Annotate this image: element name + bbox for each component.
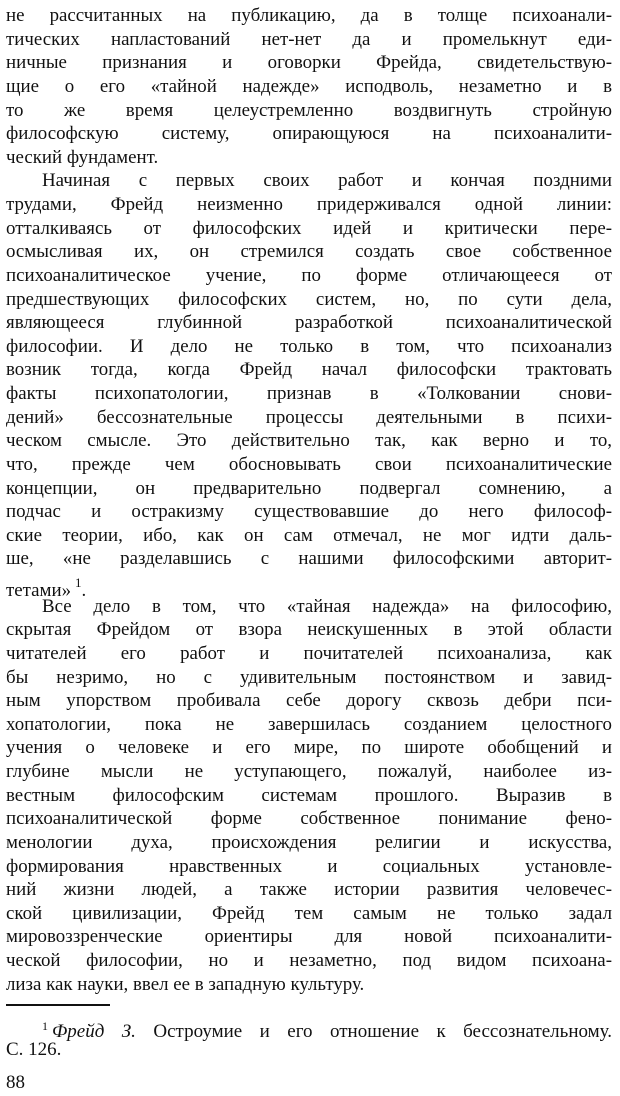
text-line: трудами, Фрейд неизменно придерживался одной линии: [6, 194, 612, 216]
text-line: Все дело в том, что «тайная надежда» на философию, [42, 595, 612, 617]
text-line: формирования нравственных и социальных установле- [6, 855, 612, 877]
footnote-author: Фрейд З. [52, 1021, 136, 1042]
text-line: психоаналитической форме собственное понимание фено- [6, 808, 612, 830]
footnote-text: Остроумие и его отношение к бессознательному. [153, 1021, 613, 1042]
text-line: возник тогда, когда Фрейд начал философски трактовать [6, 359, 612, 381]
footnote-number: 1 [42, 1019, 48, 1033]
text-line: тических напластований нет-нет да и промелькнут еди- [6, 28, 612, 50]
text-line: мировоззренческие ориентиры для новой психоаналити- [6, 926, 612, 948]
text-line: ские теории, ибо, как он сам отмечал, не мог идти даль- [6, 524, 612, 546]
text-line: дений» бессознательные процессы деятельными в психи- [6, 406, 612, 428]
text-line: скрытая Фрейдом от взора неискушенных в этой области [6, 619, 612, 641]
page-number: 88 [6, 1072, 25, 1093]
text-line: ческой философии, но и незаметно, под видом психоана- [6, 950, 612, 972]
text-line: ний жизни людей, а также истории развития человечес- [6, 879, 612, 901]
footnote-line [42, 1014, 613, 1042]
text-line: являющееся глубинной разработкой психоаналитической [6, 312, 612, 334]
text-line: факты психопатологии, признав в «Толковании снови- [6, 383, 612, 405]
text-line: лиза как науки, ввел ее в западную культуру. [6, 973, 365, 995]
text-line: хопатологии, пока не завершилась созданием целостного [6, 713, 612, 735]
text-line-content: тетами» [6, 580, 72, 602]
footnote-divider [6, 1004, 110, 1006]
text-line: осмысливая их, он стремился создать свое собственное [6, 241, 612, 263]
text-line: тетами» $^1$. [6, 575, 87, 602]
text-line: ской цивилизации, Фрейд тем самым не только задал [6, 902, 612, 924]
text-line: щие о его «тайной надежде» исподволь, незаметно и в [6, 75, 612, 97]
text-line: Начиная с первых своих работ и кончая поздними [42, 170, 612, 192]
text-line: философии. И дело не только в том, что психоанализ [6, 335, 612, 357]
text-line: психоаналитическое учение, по форме отличающееся от [6, 264, 612, 286]
text-line: ческом смысле. Это действительно так, как верно и то, [6, 430, 612, 452]
text-line: ше, «не разделавшись с нашими философскими авторит- [6, 548, 612, 570]
text-line: бы незримо, но с удивительным постоянством и завид- [6, 666, 612, 688]
footnote-line: С. 126. [6, 1039, 62, 1060]
text-line: ничные признания и оговорки Фрейда, свидетельствую- [6, 52, 612, 74]
text-line: не рассчитанных на публикацию, да в толще психоанали- [6, 5, 612, 26]
text-line: подчас и остракизму существовавшие до него философ- [6, 501, 612, 523]
text-line: отталкиваясь от философских идей и критически пере- [6, 217, 612, 239]
text-line: философскую систему, опирающуюся на психоаналити- [6, 123, 612, 145]
text-line: менологии духа, происхождения религии и искусства, [6, 831, 612, 853]
text-line: вестным философским системам прошлого. Выразив в [6, 784, 612, 806]
text-line: учения о человеке и его мире, по широте обобщений и [6, 737, 612, 759]
text-line: то же время целеустремленно воздвигнуть стройную [6, 99, 612, 121]
text-line: ным упорством пробивала себе дорогу сквозь дебри пси- [6, 690, 612, 712]
text-line: читателей его работ и почитателей психоанализа, как [6, 642, 612, 664]
text-line: предшествующих философских систем, но, по сути дела, [6, 288, 612, 310]
text-line: что, прежде чем обосновывать свои психоаналитические [6, 453, 612, 475]
text-line: ческий фундамент. [6, 146, 159, 168]
text-line: концепции, он предварительно подвергал сомнению, а [6, 477, 612, 499]
footnote-reference: 1 [75, 575, 82, 591]
text-line: глубине мысли не уступающего, пожалуй, наиболее из- [6, 761, 612, 783]
